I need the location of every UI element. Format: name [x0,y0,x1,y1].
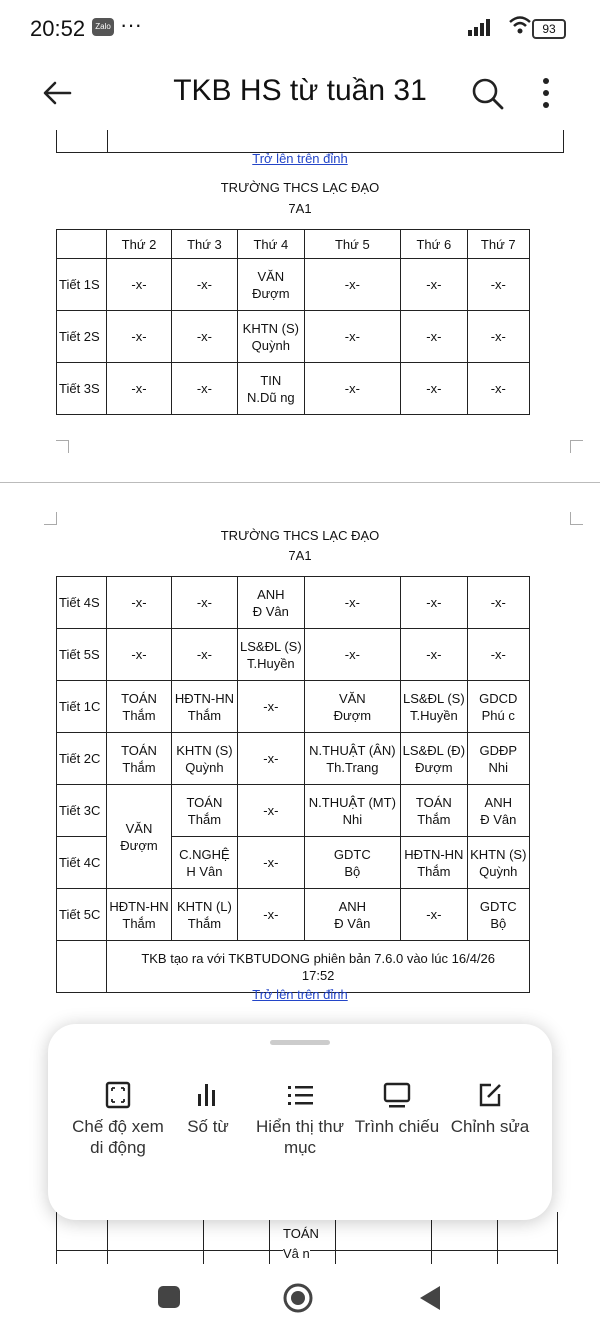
table-cell: -x- [467,259,529,311]
teacher: Đ Vân [480,811,517,827]
table-row [57,259,530,311]
page-corner-mark [570,440,583,453]
subject: VĂN [338,690,366,706]
teacher: Đượm [415,759,453,775]
table-cell: -x- [401,363,467,415]
table-cell [238,311,304,363]
table-cell: -x- [467,577,529,629]
period-label: Tiết 1C [57,681,107,733]
table-cell [171,837,237,889]
table-header: Thứ 4 [238,230,304,259]
table-cell: -x- [467,629,529,681]
table-cell [304,681,401,733]
table-cell: -x- [401,629,467,681]
period-label: Tiết 2C [57,733,107,785]
subject: GDTC [333,846,371,862]
table-cell: -x- [171,363,237,415]
table-cell: -x- [107,311,171,363]
table-cell: -x- [304,259,401,311]
table-cell: -x- [401,889,467,941]
subject: HĐTN-HN [174,690,235,706]
subject: GDTC [479,898,517,914]
action-label: Số từ [187,1117,229,1136]
table-cell: -x- [401,311,467,363]
table-cell [401,785,467,837]
more-options-icon[interactable] [540,76,552,110]
table-header [57,230,107,259]
previous-table-footer [56,130,564,153]
teacher: Vâ n [283,1246,310,1261]
teacher: Thắm [122,915,156,931]
table-cell [304,837,401,889]
subject: KHTN (S) [176,742,233,758]
teacher: Đ Vân [252,603,289,619]
table-cell: -x- [304,577,401,629]
subject: VĂN [125,820,153,836]
teacher: Phú c [481,707,515,723]
table-cell: -x- [238,889,304,941]
teacher: Quỳnh [479,863,518,879]
table-cell [467,681,529,733]
table-cell [171,681,237,733]
subject: GDCD [479,690,518,706]
table-cell: -x- [171,577,237,629]
edit-icon [475,1080,505,1110]
timetable-full [56,576,530,993]
word-count-icon [193,1080,223,1110]
status-bar [0,0,600,56]
subject: ANH [484,794,512,810]
recent-apps-button[interactable] [158,1286,180,1308]
school-name: TRƯỜNG THCS LẠC ĐẠO [220,180,380,195]
table-header: Thứ 7 [467,230,529,259]
table-cell: -x- [467,311,529,363]
table-cell: -x- [304,363,401,415]
table-footer-row [57,941,530,993]
subject: TOÁN [121,690,157,706]
table-cell [107,733,171,785]
table-header: Thứ 5 [304,230,401,259]
timetable-morning-1 [56,229,530,415]
system-nav-bar [0,1262,600,1334]
table-cell [304,733,401,785]
table-cell: -x- [238,681,304,733]
table-cell [238,363,304,415]
teacher: Đượm [252,285,290,301]
teacher: T.Huyền [409,707,458,723]
period-label: Tiết 5C [57,889,107,941]
period-label: Tiết 4S [57,577,107,629]
subject: KHTN (S) [470,846,527,862]
table-cell [467,785,529,837]
subject: C.NGHỆ [179,846,230,862]
table-row [57,889,530,941]
back-to-top-link[interactable]: Trở lên trên đỉnh [252,987,348,1002]
teacher: Thắm [417,811,451,827]
sheet-drag-handle[interactable] [270,1040,330,1045]
subject: HĐTN-HN [109,898,169,914]
table-cell: -x- [401,259,467,311]
period-label: Tiết 5S [57,629,107,681]
class-name: 7A1 [288,201,312,216]
more-notifications-indicator: ··· [120,12,142,37]
teacher: Nhi [342,811,363,827]
status-time: 20:52 [30,16,86,41]
period-label: Tiết 2S [57,311,107,363]
teacher: Thắm [122,759,156,775]
table-body [57,259,530,415]
action-sheet [48,1024,552,1220]
teacher: Thắm [417,863,451,879]
action-label: Trình chiếu [354,1117,440,1136]
teacher: Thắm [187,811,222,827]
app-bar [0,56,600,130]
table-cell [467,733,529,785]
table-cell: -x- [467,363,529,415]
table-cell: -x- [238,837,304,889]
table-cell [107,785,171,889]
teacher: Thắm [187,707,222,723]
teacher: Quỳnh [185,759,224,775]
page-corner-mark [56,440,69,453]
subject: LS&ĐL (Đ) [402,742,466,758]
edit-button[interactable] [440,1074,540,1137]
mobile-view-button[interactable] [68,1074,168,1158]
subject: TOÁN [121,742,157,758]
outline-icon [285,1080,315,1110]
table-cell [171,785,237,837]
table-cell: -x- [171,629,237,681]
zalo-notification-icon: Zalo [92,18,114,36]
table-cell [171,889,237,941]
table-cell [304,785,401,837]
subject: N.THUẬT (ÂN) [309,742,396,758]
table-row [57,733,530,785]
page-title: TKB HS từ tuần 31 [173,74,427,107]
table-cell: -x- [107,577,171,629]
table-cell [467,837,529,889]
table-cell [238,259,304,311]
teacher: Bộ [490,915,507,931]
subject: TIN [260,372,282,388]
teacher: H Vân [186,863,223,879]
table-cell: -x- [171,259,237,311]
table-cell [401,681,467,733]
table-cell [57,941,107,993]
table-cell [304,889,401,941]
table-cell [171,733,237,785]
teacher: Đ Vân [334,915,371,931]
period-label: Tiết 3S [57,363,107,415]
school-name: TRƯỜNG THCS LẠC ĐẠO [220,528,380,543]
table-header: Thứ 3 [171,230,237,259]
table-cell [238,629,304,681]
table-row [57,311,530,363]
teacher: Thắm [122,707,156,723]
teacher: Nhi [488,759,509,775]
back-to-top-link[interactable]: Trở lên trên đỉnh [252,151,348,166]
period-label: Tiết 1S [57,259,107,311]
period-label: Tiết 3C [57,785,107,837]
teacher: T.Huyền [246,655,295,671]
table-cell [238,577,304,629]
action-label: Chế độ xem di động [72,1117,164,1157]
table-row [57,363,530,415]
table-cell: -x- [304,311,401,363]
table-header-row [57,230,530,259]
table-row [57,629,530,681]
subject: ANH [257,586,285,602]
table-cell: -x- [107,629,171,681]
table-cell: -x- [238,733,304,785]
table-row [57,577,530,629]
table-cell [401,837,467,889]
word-count-button[interactable] [158,1074,258,1137]
subject: TOÁN [186,794,223,810]
teacher: N.Dũ ng [246,389,295,405]
present-button[interactable] [342,1074,452,1137]
action-label: Hiển thị thư mục [256,1117,344,1157]
table-cell [107,681,171,733]
subject: LS&ĐL (S) [240,638,302,654]
table-cell: -x- [401,577,467,629]
table-cell: -x- [107,259,171,311]
subject: KHTN (S) [242,320,299,336]
subject: KHTN (L) [176,898,232,914]
mobile-view-icon [103,1080,133,1110]
table-row [57,785,530,837]
page-corner-mark [44,512,57,525]
period-label: Tiết 4C [57,837,107,889]
teacher: Bộ [344,863,361,879]
page-divider [0,482,600,483]
table-cell [467,889,529,941]
teacher: Thắm [187,915,222,931]
battery-level: 93 [532,19,566,39]
present-icon [381,1080,413,1110]
table-cell: -x- [238,785,304,837]
teacher: Đượm [333,707,372,723]
table-header: Thứ 2 [107,230,171,259]
generator-note: TKB tạo ra với TKBTUDONG phiên bản 7.6.0 vào lúc 16/4/26 17:52 [107,941,530,993]
show-outline-button[interactable] [250,1074,350,1158]
subject: HĐTN-HN [404,846,464,862]
subject: VĂN [257,268,285,284]
signal-icon [468,18,494,36]
table-cell [107,889,171,941]
page-corner-mark [570,512,583,525]
back-button-icon[interactable] [418,1284,442,1312]
search-icon[interactable] [470,76,506,112]
subject: TOÁN [415,794,452,810]
action-label: Chỉnh sửa [450,1117,530,1136]
teacher: Th.Trang [326,759,379,775]
home-button-icon[interactable] [282,1282,314,1314]
table-cell [401,733,467,785]
table-cell: -x- [107,363,171,415]
wifi-icon [508,14,532,36]
teacher: Quỳnh [251,337,290,353]
table-cell: -x- [304,629,401,681]
subject: GDĐP [479,742,518,758]
subject: TOÁN [283,1226,319,1241]
teacher: Đượm [120,837,158,853]
table-header: Thứ 6 [401,230,467,259]
class-name: 7A1 [288,548,312,563]
table-row [57,681,530,733]
subject: N.THUẬT (MT) [308,794,396,810]
subject: LS&ĐL (S) [403,690,465,706]
table-cell: -x- [171,311,237,363]
subject: ANH [338,898,367,914]
